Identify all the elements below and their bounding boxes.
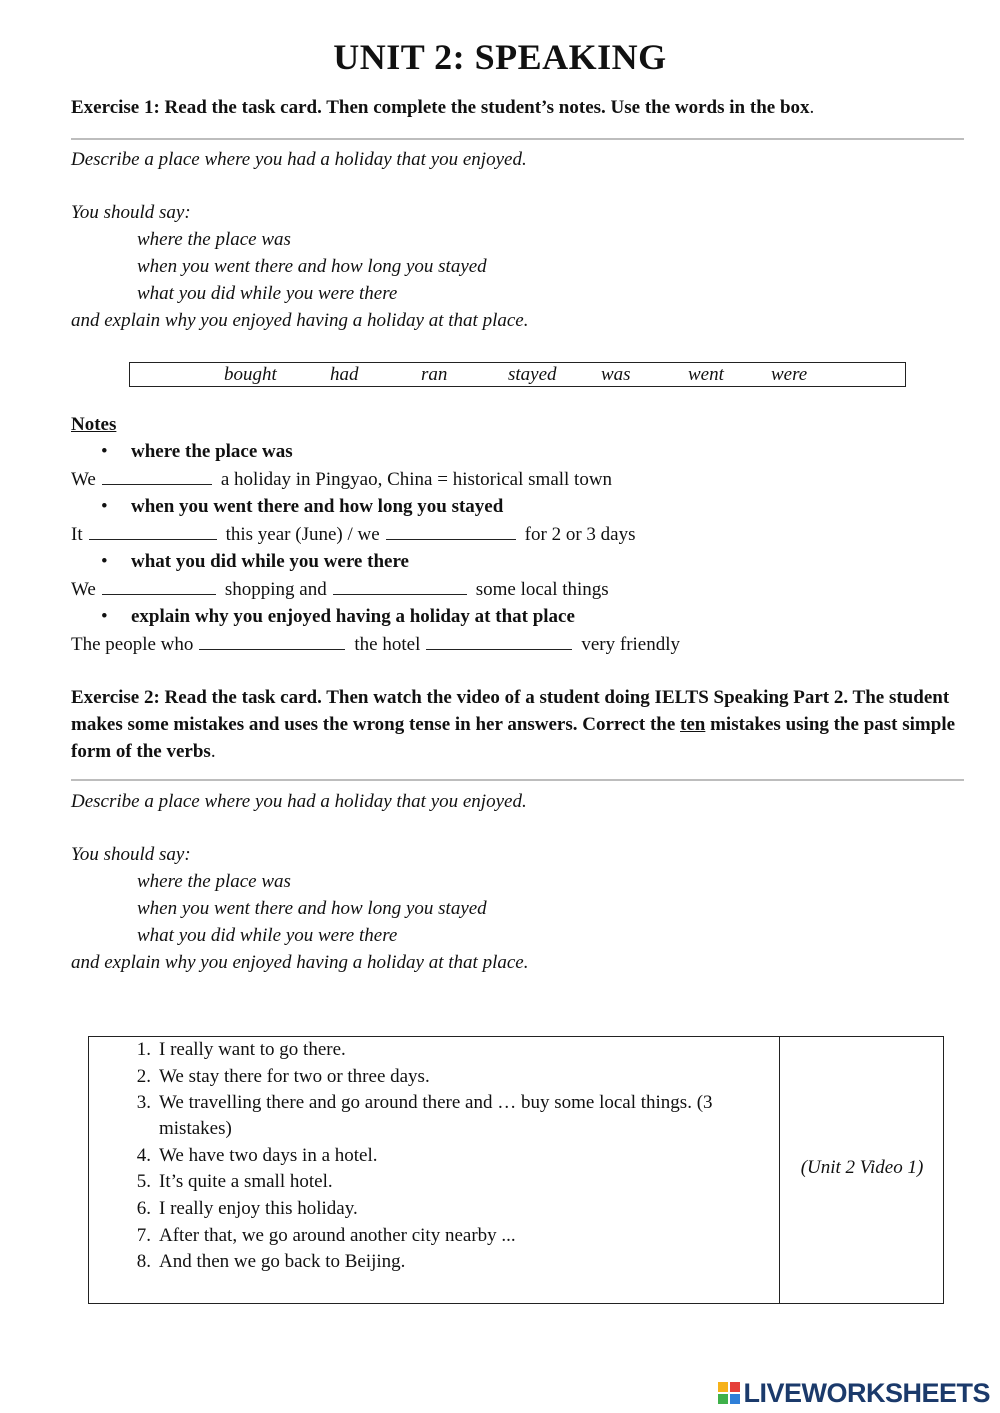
notes-bullet bbox=[101, 606, 575, 628]
logo-square-green bbox=[718, 1394, 728, 1404]
word-option[interactable]: stayed bbox=[508, 364, 557, 385]
notes-bullet bbox=[101, 441, 293, 463]
notes-line-3 bbox=[71, 577, 609, 601]
mistakes-table bbox=[88, 1036, 944, 1304]
notes-bullet-text: when you went there and how long you stayed bbox=[131, 496, 504, 517]
mistake-item[interactable] bbox=[136, 1090, 759, 1142]
answer-blank[interactable] bbox=[102, 577, 216, 595]
exercise1-instruction bbox=[71, 94, 961, 121]
exercise1-end: . bbox=[809, 97, 815, 118]
notes-text: shopping and bbox=[224, 579, 327, 600]
bullet-icon: • bbox=[101, 496, 108, 517]
divider bbox=[71, 779, 964, 781]
notes-text: some local things bbox=[475, 579, 609, 600]
mistake-number: 5. bbox=[136, 1171, 151, 1192]
logo-square-blue bbox=[730, 1394, 740, 1404]
notes-bullet bbox=[101, 496, 504, 518]
answer-blank[interactable] bbox=[426, 632, 572, 650]
word-option[interactable]: bought bbox=[224, 364, 277, 385]
mistake-number: 1. bbox=[136, 1039, 151, 1060]
notes-text: this year (June) / we bbox=[225, 524, 380, 545]
mistake-item[interactable] bbox=[136, 1223, 759, 1249]
mistake-item[interactable] bbox=[136, 1037, 759, 1063]
mistake-number: 6. bbox=[136, 1198, 151, 1219]
logo-square-yellow bbox=[718, 1382, 728, 1392]
notes-text: a holiday in Pingyao, China = historical small town bbox=[220, 469, 613, 490]
notes-bullet-text: where the place was bbox=[131, 441, 293, 462]
task-card-prompt: Describe a place where you had a holiday that you enjoyed. bbox=[71, 149, 527, 170]
mistake-text: It’s quite a small hotel. bbox=[159, 1171, 333, 1192]
video-reference[interactable]: (Unit 2 Video 1) bbox=[800, 1157, 924, 1178]
mistake-number: 4. bbox=[136, 1145, 151, 1166]
page-title: UNIT 2: SPEAKING bbox=[333, 37, 667, 77]
task-card-point: what you did while you were there bbox=[137, 283, 398, 304]
notes-bullet-text: what you did while you were there bbox=[131, 551, 409, 572]
table-divider bbox=[779, 1037, 780, 1303]
notes-text: It bbox=[71, 524, 83, 545]
mistake-text: I really enjoy this holiday. bbox=[159, 1198, 358, 1219]
mistake-number: 2. bbox=[136, 1066, 151, 1087]
notes-heading: Notes bbox=[71, 414, 117, 435]
notes-text: We bbox=[71, 469, 96, 490]
task-card-explain: and explain why you enjoyed having a holiday at that place. bbox=[71, 952, 529, 973]
exercise2-end: . bbox=[210, 741, 216, 762]
task-card-should-say: You should say: bbox=[71, 202, 191, 223]
logo-text: LIVEWORKSHEETS bbox=[743, 1377, 990, 1408]
answer-blank[interactable] bbox=[102, 467, 212, 485]
answer-blank[interactable] bbox=[199, 632, 345, 650]
divider bbox=[71, 138, 964, 140]
task-card-explain: and explain why you enjoyed having a holiday at that place. bbox=[71, 310, 529, 331]
bullet-icon: • bbox=[101, 551, 108, 572]
notes-text: very friendly bbox=[581, 634, 681, 655]
task-card-point: where the place was bbox=[137, 229, 291, 250]
word-option[interactable]: ran bbox=[421, 364, 448, 385]
exercise2-text: Exercise 2: Read the task card. Then watch the video of a student doing IELTS Speaking Part 2. The student makes some mistakes and uses the wrong tense in her answers. Correct the bbox=[71, 687, 950, 735]
task-card-prompt: Describe a place where you had a holiday that you enjoyed. bbox=[71, 791, 527, 812]
mistake-number: 3. bbox=[136, 1092, 151, 1113]
notes-line-4 bbox=[71, 632, 680, 656]
notes-text: the hotel bbox=[354, 634, 421, 655]
notes-text: We bbox=[71, 579, 96, 600]
mistake-text: I really want to go there. bbox=[159, 1039, 346, 1060]
task-card-should-say: You should say: bbox=[71, 844, 191, 865]
mistake-item[interactable] bbox=[136, 1169, 759, 1195]
notes-text: The people who bbox=[71, 634, 194, 655]
answer-blank[interactable] bbox=[386, 522, 516, 540]
exercise2-instruction bbox=[71, 684, 961, 765]
answer-blank[interactable] bbox=[89, 522, 217, 540]
word-box bbox=[129, 362, 906, 387]
notes-bullet-text: explain why you enjoyed having a holiday at that place bbox=[131, 606, 575, 627]
task-card-point: where the place was bbox=[137, 871, 291, 892]
bullet-icon: • bbox=[101, 441, 108, 462]
mistake-number: 7. bbox=[136, 1225, 151, 1246]
mistake-text: We travelling there and go around there and … buy some local things. (3 mistakes) bbox=[159, 1092, 713, 1139]
notes-bullet bbox=[101, 551, 409, 573]
mistake-item[interactable] bbox=[136, 1196, 759, 1222]
word-option[interactable]: was bbox=[601, 364, 631, 385]
notes-line-2 bbox=[71, 522, 635, 546]
mistake-item[interactable] bbox=[136, 1143, 759, 1169]
task-card-point: what you did while you were there bbox=[137, 925, 398, 946]
answer-blank[interactable] bbox=[333, 577, 467, 595]
task-card-point: when you went there and how long you stayed bbox=[137, 898, 487, 919]
word-option[interactable]: were bbox=[771, 364, 808, 385]
word-option[interactable]: had bbox=[330, 364, 359, 385]
mistake-item[interactable] bbox=[136, 1249, 759, 1275]
liveworksheets-logo[interactable] bbox=[718, 1377, 990, 1408]
exercise2-text: mistakes using the past simple form of the verbs bbox=[71, 714, 956, 762]
exercise2-underlined: ten bbox=[680, 714, 706, 735]
mistake-text: After that, we go around another city nearby ... bbox=[159, 1225, 516, 1246]
mistake-text: We stay there for two or three days. bbox=[159, 1066, 430, 1087]
word-option[interactable]: went bbox=[688, 364, 724, 385]
bullet-icon: • bbox=[101, 606, 108, 627]
mistake-number: 8. bbox=[136, 1251, 151, 1272]
notes-line-1 bbox=[71, 467, 612, 491]
notes-text: for 2 or 3 days bbox=[524, 524, 636, 545]
mistake-text: We have two days in a hotel. bbox=[159, 1145, 378, 1166]
exercise1-label: Exercise 1: Read the task card. Then complete the student’s notes. Use the words in the box bbox=[71, 97, 810, 118]
logo-square-red bbox=[730, 1382, 740, 1392]
task-card-point: when you went there and how long you stayed bbox=[137, 256, 487, 277]
mistake-text: And then we go back to Beijing. bbox=[159, 1251, 406, 1272]
logo-icon bbox=[718, 1382, 740, 1404]
mistake-item[interactable] bbox=[136, 1064, 759, 1090]
